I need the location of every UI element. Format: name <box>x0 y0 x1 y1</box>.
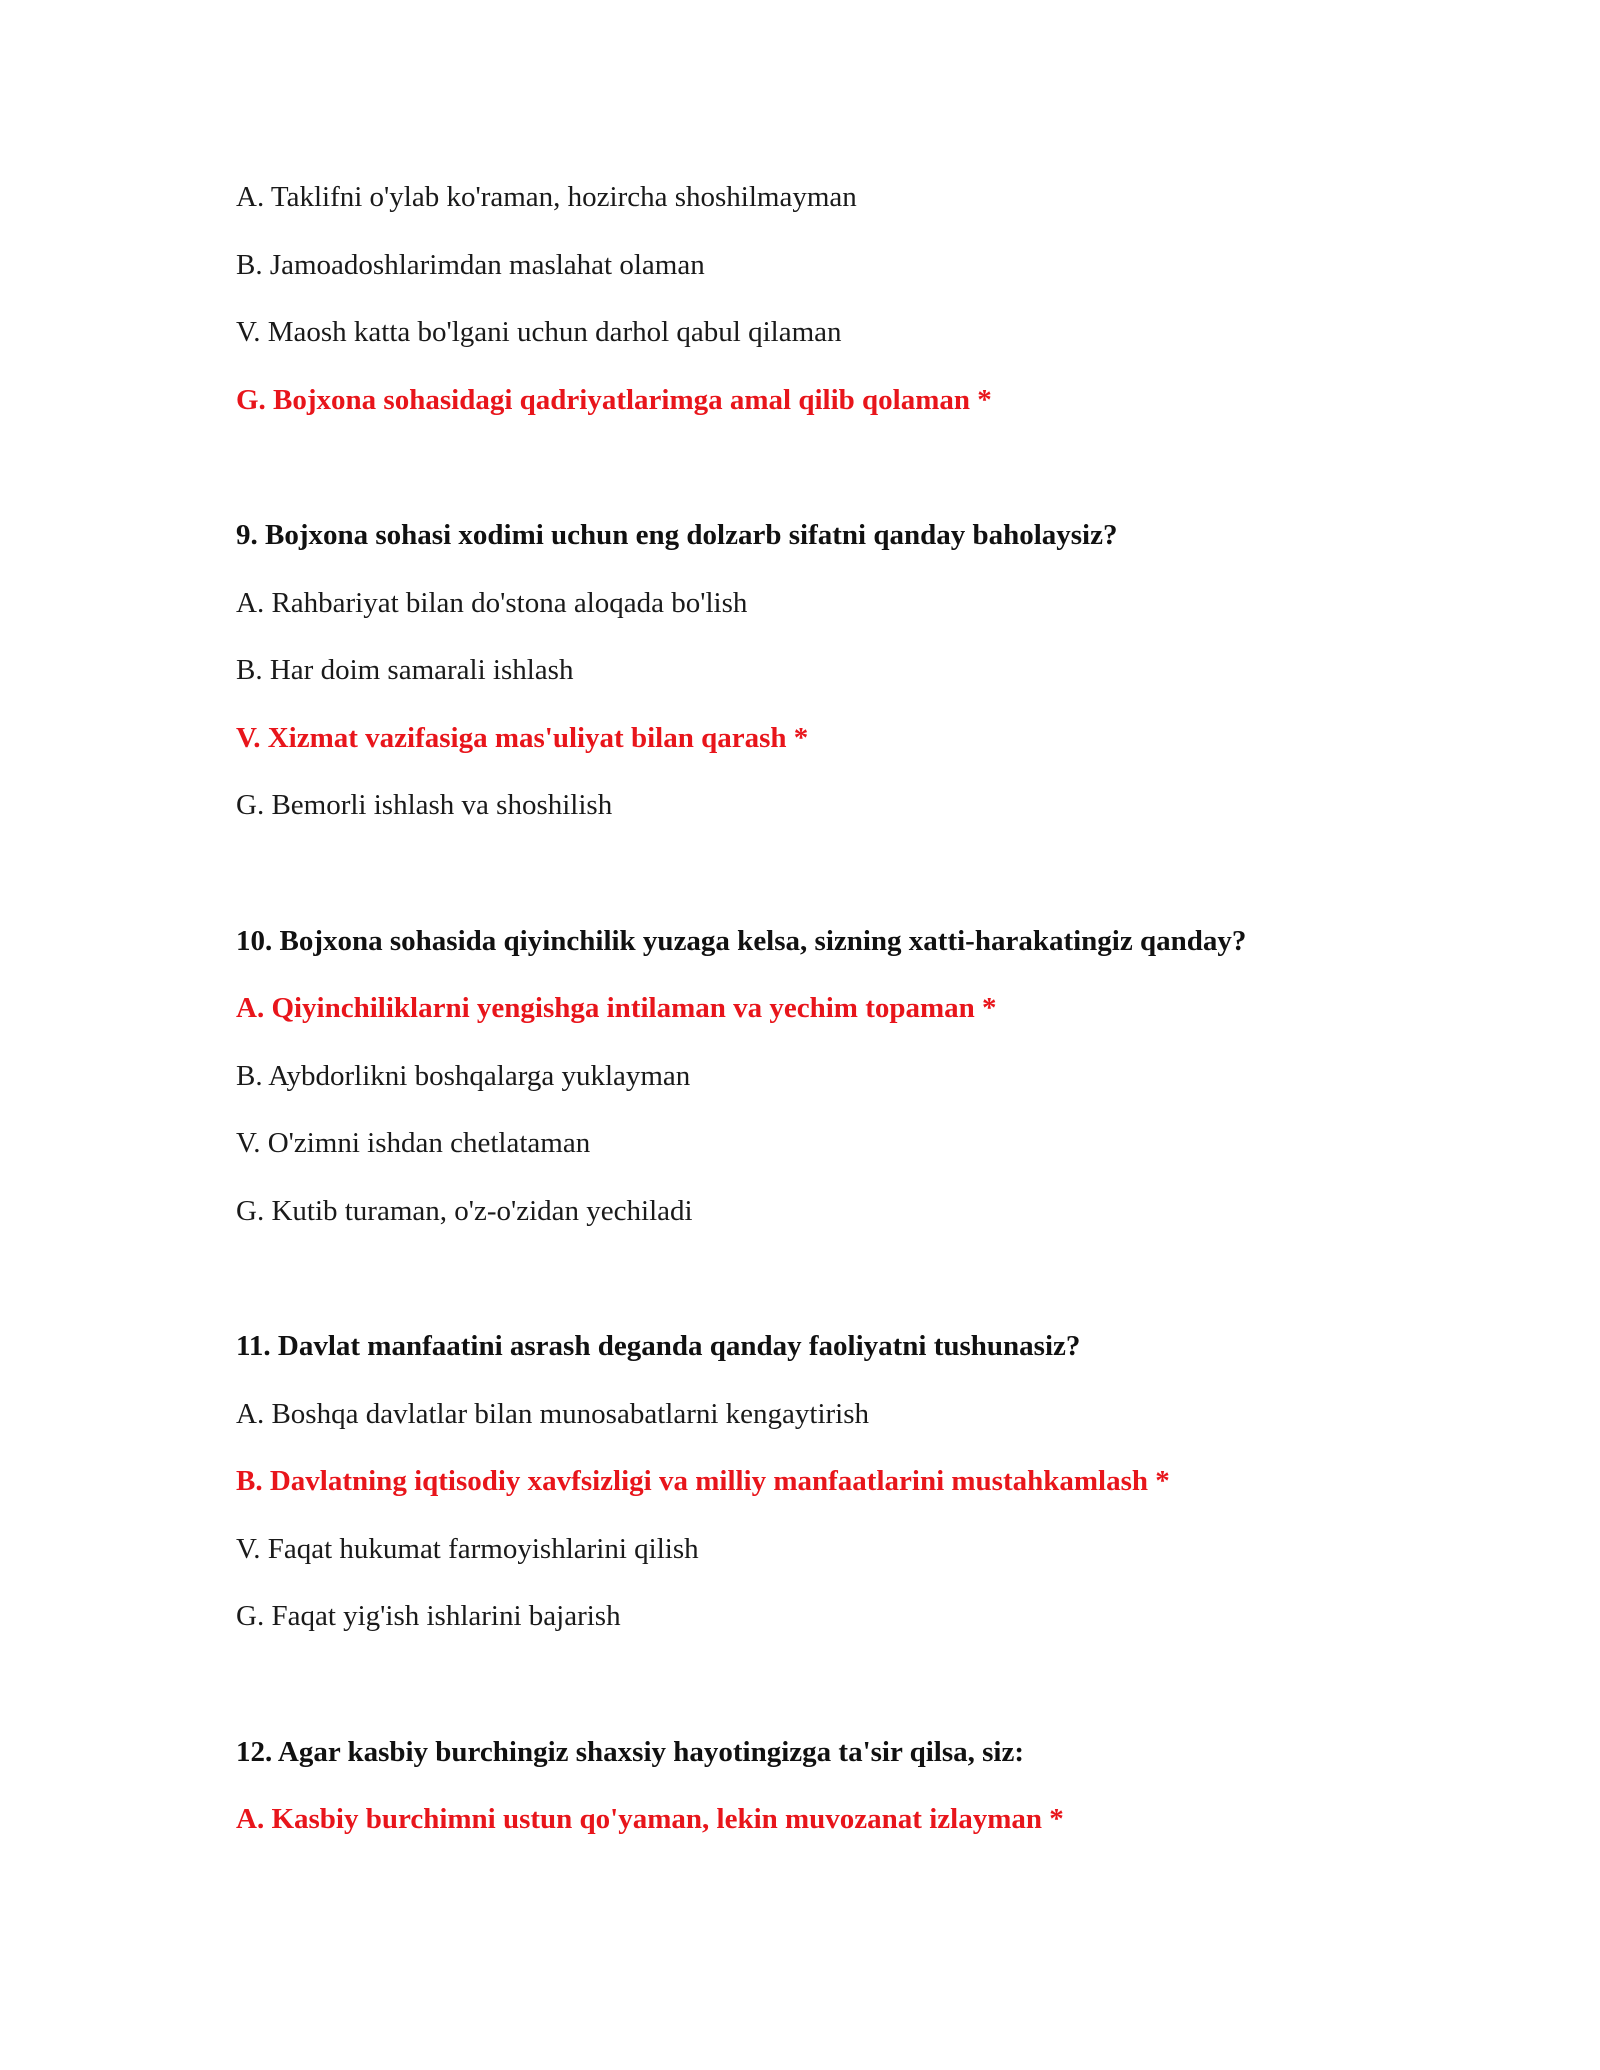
answer-option: G. Kutib turaman, o'z-o'zidan yechiladi <box>236 1194 693 1227</box>
correct-answer: G. Bojxona sohasidagi qadriyatlarimga amal qilib qolaman * <box>236 383 992 416</box>
answer-option: V. Faqat hukumat farmoyishlarini qilish <box>236 1532 699 1565</box>
answer-option: V. O'zimni ishdan chetlataman <box>236 1127 591 1160</box>
answer-option: A. Rahbariyat bilan do'stona aloqada bo'lish <box>236 586 748 619</box>
answer-option: A. Boshqa davlatlar bilan munosabatlarni kengaytirish <box>236 1397 870 1430</box>
correct-answer: B. Davlatning iqtisodiy xavfsizligi va milliy manfaatlarini mustahkamlash * <box>236 1465 1170 1498</box>
answer-option: G. Faqat yig'ish ishlarini bajarish <box>236 1600 621 1633</box>
answer-option: V. Maosh katta bo'lgani uchun darhol qabul qilaman <box>236 316 842 349</box>
spacer <box>236 1262 1536 1296</box>
spacer <box>236 450 1536 484</box>
question-10: 10. Bojxona sohasida qiyinchilik yuzaga kelsa, sizning xatti-harakatingiz qanday? <box>236 924 1247 957</box>
correct-answer: A. Kasbiy burchimni ustun qo'yaman, lekin muvozanat izlayman * <box>236 1803 1064 1836</box>
spacer <box>236 856 1536 890</box>
answer-option: G. Bemorli ishlash va shoshilish <box>236 789 613 822</box>
question-9: 9. Bojxona sohasi xodimi uchun eng dolzarb sifatni qanday baholaysiz? <box>236 518 1118 551</box>
question-11: 11. Davlat manfaatini asrash deganda qanday faoliyatni tushunasiz? <box>236 1330 1081 1363</box>
answer-option: B. Har doim samarali ishlash <box>236 654 574 687</box>
question-12: 12. Agar kasbiy burchingiz shaxsiy hayotingizga ta'sir qilsa, siz: <box>236 1735 1024 1768</box>
quiz-content <box>236 180 1536 1870</box>
spacer <box>236 1667 1536 1701</box>
answer-option: B. Jamoadoshlarimdan maslahat olaman <box>236 248 705 281</box>
answer-option: A. Taklifni o'ylab ko'raman, hozircha shoshilmayman <box>236 181 857 213</box>
correct-answer: V. Xizmat vazifasiga mas'uliyat bilan qarash * <box>236 721 809 754</box>
answer-option: B. Aybdorlikni boshqalarga yuklayman <box>236 1059 691 1092</box>
correct-answer: A. Qiyinchiliklarni yengishga intilaman va yechim topaman * <box>236 992 997 1025</box>
